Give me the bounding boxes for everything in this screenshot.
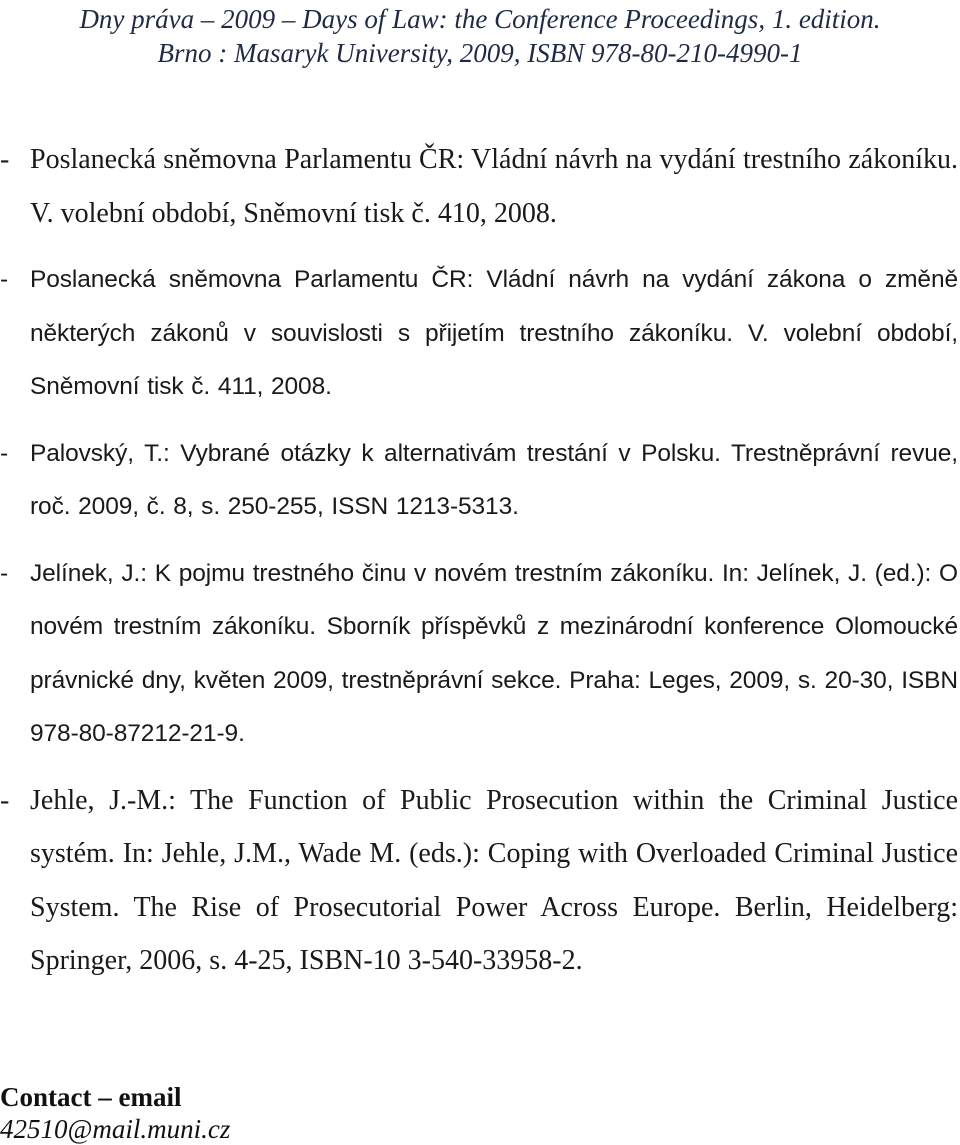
contact-title: Contact – email <box>0 1082 182 1112</box>
reference-item <box>0 133 958 240</box>
header-line-1: Dny práva – 2009 – Days of Law: the Conference Proceedings, 1. edition. <box>79 4 881 34</box>
list-dash: - <box>0 266 9 293</box>
reference-item <box>0 253 958 414</box>
reference-item <box>0 547 958 761</box>
reference-list <box>0 133 958 1001</box>
contact-block <box>0 1080 230 1144</box>
reference-text: Poslanecká sněmovna Parlamentu ČR: Vládní návrh na vydání zákona o změně některých zákonů v souvislosti s přijetím trestního zákoníku. V. volební období, Sněmovní tisk č. 411, 2008. <box>30 266 958 400</box>
list-dash: - <box>0 439 9 467</box>
reference-item <box>0 427 958 534</box>
reference-text: Jehle, J.-M.: The Function of Public Prosecution within the Criminal Justice systém. In: Jehle, J.M., Wade M. (eds.): Coping with Overloaded Criminal Justice System. The Rise of Prosecutorial Power Across Europe. Berlin, Heidelberg: Springer, 2006, s. 4-25, ISBN-10 3-540-33958-2. <box>30 784 958 976</box>
list-dash: - <box>0 784 10 816</box>
reference-text: Palovský, T.: Vybrané otázky k alternativám trestání v Polsku. Trestněprávní revue, roč. 2009, č. 8, s. 250-255, ISSN 1213-5313. <box>30 439 958 520</box>
header-line-2: Brno : Masaryk University, 2009, ISBN 978-80-210-4990-1 <box>157 38 803 68</box>
reference-text: Poslanecká sněmovna Parlamentu ČR: Vládní návrh na vydání trestního zákoníku. V. volební období, Sněmovní tisk č. 410, 2008. <box>30 144 958 229</box>
list-dash: - <box>0 144 10 175</box>
proceedings-header <box>0 2 960 70</box>
reference-item <box>0 774 958 988</box>
list-dash: - <box>0 559 9 587</box>
reference-text: Jelínek, J.: K pojmu trestného činu v novém trestním zákoníku. In: Jelínek, J. (ed.): O novém trestním zákoníku. Sborník příspěvků z mezinárodní konference Olomoucké právnické dny, květen 2009, trestněprávní sekce. Praha: Leges, 2009, s. 20-30, ISBN 978-80-87212-21-9. <box>30 559 958 747</box>
contact-email[interactable]: 42510@mail.muni.cz <box>0 1114 231 1144</box>
